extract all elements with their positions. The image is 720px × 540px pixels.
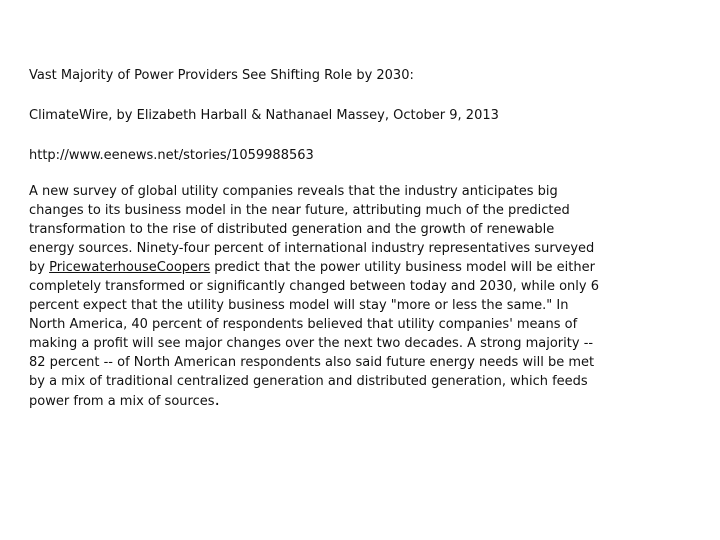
body-text-start: A new survey of global utility companies reveals that the industry anticipates big changes to its business model in the near future, attributing much of the predicted transformation to the rise of distributed generation and the growth of renewable energy sources. Ninety-four percent of international industry representatives surveyed by — [29, 184, 595, 275]
article-url[interactable]: http://www.eenews.net/stories/1059988563 — [29, 148, 314, 163]
article-body — [29, 182, 601, 411]
article-title: Vast Majority of Power Providers See Shifting Role by 2030: — [29, 68, 414, 83]
body-end-period: . — [214, 390, 220, 410]
article-source: ClimateWire, by Elizabeth Harball & Nathanael Massey, October 9, 2013 — [29, 108, 499, 123]
body-text-rest: predict that the power utility business model will be either completely transformed or significantly changed between today and 2030, while only 6 percent expect that the utility business model will stay "more or less the same." In North America, 40 percent of respondents believed that utility companies' means of making a profit will see major changes over the next two decades. A strong majority -- 82 percent -- of North American respondents also said future energy needs will be met by a mix of traditional centralized generation and distributed generation, which feeds power from a mix of sources — [29, 260, 600, 409]
pwc-link[interactable]: PricewaterhouseCoopers — [49, 260, 211, 275]
